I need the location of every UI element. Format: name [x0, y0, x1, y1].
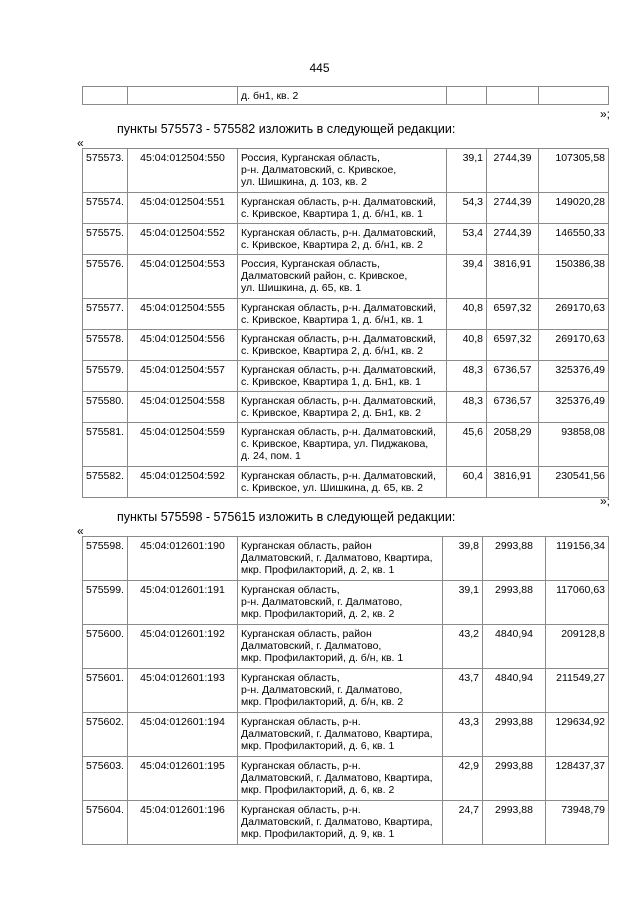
- cell-area: 40,8: [447, 299, 487, 330]
- cell-rate: 6736,57: [487, 361, 539, 392]
- cadastral-table-2: [82, 536, 609, 845]
- cell-value: 325376,49: [539, 361, 609, 392]
- cell-cadastral: 45:04:012504:558: [128, 392, 238, 423]
- cell-cadastral: 45:04:012504:553: [128, 255, 238, 299]
- cell-value: 93858,08: [539, 423, 609, 467]
- cell-number: 575576.: [83, 255, 128, 299]
- cell-number: 575579.: [83, 361, 128, 392]
- cell-number: 575599.: [83, 581, 128, 625]
- cell-address: Курганская область, р-н. Далматовский, с. Кривское, Квартира 2, д. Бн1, кв. 2: [238, 392, 447, 423]
- cell-value: 129634,92: [546, 713, 609, 757]
- cell-cadastral: 45:04:012601:192: [128, 625, 238, 669]
- cell-value: 146550,33: [539, 224, 609, 255]
- cell-rate: 2744,39: [487, 224, 539, 255]
- cell-address: Курганская область, р-н. Далматовский, с. Кривское, Квартира 1, д. Бн1, кв. 1: [238, 361, 447, 392]
- cell-address: Курганская область, р-н. Далматовский, с. Кривское, ул. Шишкина, д. 65, кв. 2: [238, 467, 447, 498]
- cell-area: 39,1: [447, 149, 487, 193]
- cell-value: 230541,56: [539, 467, 609, 498]
- cell-rate: 2744,39: [487, 193, 539, 224]
- table-row: [83, 713, 609, 757]
- cell-rate: 2993,88: [483, 581, 546, 625]
- cell-cadastral: 45:04:012601:190: [128, 537, 238, 581]
- cell-number: 575574.: [83, 193, 128, 224]
- cell-area: 54,3: [447, 193, 487, 224]
- table-row: [83, 87, 609, 105]
- section-instruction: пункты 575573 - 575582 изложить в следующей редакции:: [117, 122, 456, 136]
- cell-area: 24,7: [443, 801, 483, 845]
- cell-number: 575577.: [83, 299, 128, 330]
- cell-rate: 2058,29: [487, 423, 539, 467]
- cell-number: 575582.: [83, 467, 128, 498]
- opening-quote: «: [77, 136, 84, 150]
- table-row: [83, 423, 609, 467]
- table-row: [83, 299, 609, 330]
- cell-cadastral: 45:04:012504:552: [128, 224, 238, 255]
- cell-rate: 4840,94: [483, 625, 546, 669]
- page-number: 445: [309, 61, 330, 75]
- closing-quote: »;: [599, 107, 610, 121]
- cell-number: [83, 87, 128, 105]
- cell-cadastral: 45:04:012504:592: [128, 467, 238, 498]
- cell-rate: 2993,88: [483, 713, 546, 757]
- cell-area: 39,8: [443, 537, 483, 581]
- cell-area: 45,6: [447, 423, 487, 467]
- cell-rate: 4840,94: [483, 669, 546, 713]
- cell-address: Курганская область, р-н. Далматовский, с. Кривское, Квартира, ул. Пиджакова, д. 24, пом. 1: [238, 423, 447, 467]
- cell-address: Россия, Курганская область, р-н. Далматовский, с. Кривское, ул. Шишкина, д. 103, кв. 2: [238, 149, 447, 193]
- cell-area: 48,3: [447, 392, 487, 423]
- cell-address: Курганская область, р-н. Далматовский, г. Далматово, мкр. Профилакторий, д. б/н, кв. 2: [238, 669, 443, 713]
- cell-address: Курганская область, р-н. Далматовский, с. Кривское, Квартира 1, д. б/н1, кв. 1: [238, 299, 447, 330]
- cell-value: 269170,63: [539, 330, 609, 361]
- cell-address: Курганская область, р-н. Далматовский, с. Кривское, Квартира 1, д. б/н1, кв. 1: [238, 193, 447, 224]
- table-row: [83, 392, 609, 423]
- cell-area: 39,1: [443, 581, 483, 625]
- cell-cadastral: 45:04:012601:194: [128, 713, 238, 757]
- cell-address: д. бн1, кв. 2: [238, 87, 447, 105]
- cell-area: 39,4: [447, 255, 487, 299]
- cell-value: 269170,63: [539, 299, 609, 330]
- cell-rate: 2993,88: [483, 537, 546, 581]
- cell-address: Курганская область, р-н. Далматовский, с. Кривское, Квартира 2, д. б/н1, кв. 2: [238, 330, 447, 361]
- cell-cadastral: 45:04:012601:191: [128, 581, 238, 625]
- cell-value: 325376,49: [539, 392, 609, 423]
- cell-number: 575575.: [83, 224, 128, 255]
- cell-rate: 6736,57: [487, 392, 539, 423]
- cell-value: 117060,63: [546, 581, 609, 625]
- cell-value: 150386,38: [539, 255, 609, 299]
- cell-address: Курганская область, р-н. Далматовский, г. Далматово, мкр. Профилакторий, д. 2, кв. 2: [238, 581, 443, 625]
- cell-cadastral: 45:04:012504:555: [128, 299, 238, 330]
- section-instruction: пункты 575598 - 575615 изложить в следующей редакции:: [117, 510, 456, 524]
- cell-cadastral: 45:04:012601:196: [128, 801, 238, 845]
- fragment-table: [82, 86, 609, 105]
- cell-area: 53,4: [447, 224, 487, 255]
- cell-area: 43,7: [443, 669, 483, 713]
- cell-cadastral: 45:04:012504:551: [128, 193, 238, 224]
- cell-rate: 2744,39: [487, 149, 539, 193]
- table-row: [83, 224, 609, 255]
- cell-cadastral: 45:04:012504:550: [128, 149, 238, 193]
- cell-number: 575603.: [83, 757, 128, 801]
- cell-rate: 3816,91: [487, 255, 539, 299]
- opening-quote: «: [77, 524, 84, 538]
- cell-number: 575578.: [83, 330, 128, 361]
- cell-cadastral: [128, 87, 238, 105]
- cell-number: 575600.: [83, 625, 128, 669]
- cell-number: 575601.: [83, 669, 128, 713]
- cell-address: Россия, Курганская область, Далматовский район, с. Кривское, ул. Шишкина, д. 65, кв. 1: [238, 255, 447, 299]
- cell-cadastral: 45:04:012504:556: [128, 330, 238, 361]
- cell-area: 43,3: [443, 713, 483, 757]
- cell-number: 575598.: [83, 537, 128, 581]
- cell-area: 43,2: [443, 625, 483, 669]
- cell-rate: [487, 87, 539, 105]
- cell-number: 575581.: [83, 423, 128, 467]
- table-row: [83, 669, 609, 713]
- cell-address: Курганская область, р-н. Далматовский, г. Далматово, Квартира, мкр. Профилакторий, д. 9, кв. 1: [238, 801, 443, 845]
- cell-address: Курганская область, р-н. Далматовский, г. Далматово, Квартира, мкр. Профилакторий, д. 6, кв. 2: [238, 757, 443, 801]
- cell-area: 48,3: [447, 361, 487, 392]
- cell-number: 575580.: [83, 392, 128, 423]
- cell-value: 209128,8: [546, 625, 609, 669]
- cell-cadastral: 45:04:012504:557: [128, 361, 238, 392]
- table-row: [83, 330, 609, 361]
- table-row: [83, 581, 609, 625]
- cell-rate: 6597,32: [487, 330, 539, 361]
- cell-area: 40,8: [447, 330, 487, 361]
- cell-area: 42,9: [443, 757, 483, 801]
- cell-value: 119156,34: [546, 537, 609, 581]
- cell-value: 128437,37: [546, 757, 609, 801]
- table-row: [83, 255, 609, 299]
- cadastral-table-1: [82, 148, 609, 498]
- cell-value: 149020,28: [539, 193, 609, 224]
- cell-rate: 2993,88: [483, 757, 546, 801]
- cell-rate: 2993,88: [483, 801, 546, 845]
- cell-cadastral: 45:04:012504:559: [128, 423, 238, 467]
- table-row: [83, 193, 609, 224]
- cell-value: 211549,27: [546, 669, 609, 713]
- closing-quote: »;: [599, 494, 610, 508]
- cell-address: Курганская область, район Далматовский, г. Далматово, мкр. Профилакторий, д. б/н, кв. 1: [238, 625, 443, 669]
- cell-address: Курганская область, р-н. Далматовский, г. Далматово, Квартира, мкр. Профилакторий, д. 6, кв. 1: [238, 713, 443, 757]
- table-row: [83, 467, 609, 498]
- cell-cadastral: 45:04:012601:193: [128, 669, 238, 713]
- cell-area: 60,4: [447, 467, 487, 498]
- cell-rate: 6597,32: [487, 299, 539, 330]
- cell-address: Курганская область, район Далматовский, г. Далматово, Квартира, мкр. Профилакторий, д. 2, кв. 1: [238, 537, 443, 581]
- cell-number: 575602.: [83, 713, 128, 757]
- cell-cadastral: 45:04:012601:195: [128, 757, 238, 801]
- cell-value: 73948,79: [546, 801, 609, 845]
- table-row: [83, 801, 609, 845]
- table-row: [83, 625, 609, 669]
- cell-value: 107305,58: [539, 149, 609, 193]
- cell-value: [539, 87, 609, 105]
- cell-area: [447, 87, 487, 105]
- cell-address: Курганская область, р-н. Далматовский, с. Кривское, Квартира 2, д. б/н1, кв. 2: [238, 224, 447, 255]
- cell-number: 575573.: [83, 149, 128, 193]
- cell-number: 575604.: [83, 801, 128, 845]
- table-row: [83, 149, 609, 193]
- cell-rate: 3816,91: [487, 467, 539, 498]
- table-row: [83, 757, 609, 801]
- table-row: [83, 361, 609, 392]
- table-row: [83, 537, 609, 581]
